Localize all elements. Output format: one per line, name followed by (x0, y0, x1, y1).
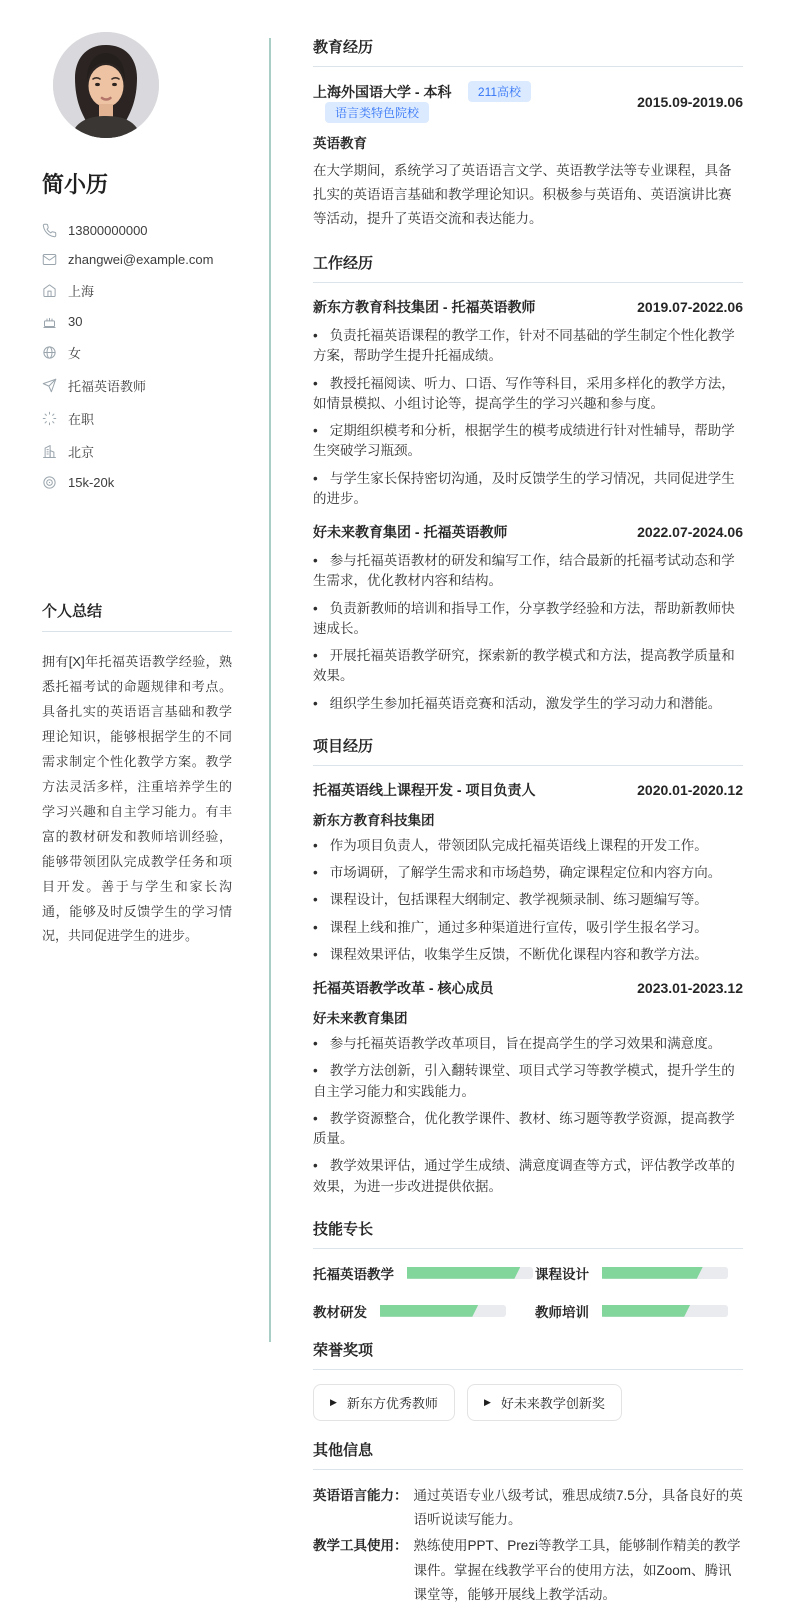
main-content (270, 0, 794, 1602)
contact-value: 女 (68, 346, 82, 361)
project-bullet: • 作为项目负责人，带领团队完成托福英语线上课程的开发工作。 (313, 836, 743, 856)
education-school: 上海外国语大学 - 本科 (313, 84, 452, 100)
other-label: 教学工具使用： (313, 1538, 408, 1554)
work-bullet: • 与学生家长保持密切沟通，及时反馈学生的学习情况，共同促进学生的进步。 (313, 469, 743, 510)
contact-status (42, 409, 232, 428)
education-description: 在大学期间，系统学习了英语语言文学、英语教学法等专业课程，具备扎实的英语语言基础和教学理论知识。积极参与英语角、英语演讲比赛等活动，提升了英语交流和表达能力。 (313, 163, 732, 227)
skill-item (535, 1263, 743, 1283)
project-bullet: • 参与托福英语教学改革项目，旨在提高学生的学习效果和满意度。 (313, 1034, 743, 1054)
contact-list (42, 223, 232, 490)
section-skills (313, 1218, 743, 1321)
work-bullet: • 参与托福英语教材的研发和编写工作，结合最新的托福考试动态和学生需求，优化教材内容和结构。 (313, 551, 743, 592)
project-date: 2023.01-2023.12 (637, 980, 743, 997)
contact-value: 北京 (68, 445, 95, 460)
project-bullet: • 教学效果评估，通过学生成绩、满意度调查等方式，评估教学改革的效果，为进一步改进提供依据。 (313, 1156, 743, 1197)
other-item (313, 1484, 743, 1533)
project-entry (313, 780, 743, 965)
contact-value: 15k-20k (68, 475, 115, 490)
education-tag: 211高校 (468, 81, 531, 102)
work-entry (313, 522, 743, 714)
project-title: 托福英语线上课程开发 - 项目负责人 (313, 781, 536, 798)
skills-grid (313, 1263, 743, 1321)
skill-fill (407, 1267, 520, 1279)
other-label: 英语语言能力： (313, 1487, 408, 1503)
section-title: 教育经历 (313, 36, 743, 67)
honor-label: 好未来教学创新奖 (500, 1395, 605, 1411)
education-date: 2015.09-2019.06 (637, 94, 743, 110)
contact-value: 托福英语教师 (68, 379, 147, 394)
summary-section (42, 600, 232, 949)
status-icon (42, 411, 57, 426)
work-title: 好未来教育集团 - 托福英语教师 (313, 524, 508, 541)
project-bullet: • 课程效果评估，收集学生反馈，不断优化课程内容和教学方法。 (313, 945, 743, 965)
work-bullet: • 负责托福英语课程的教学工作，针对不同基础的学生制定个性化教学方案，帮助学生提升托福成绩。 (313, 326, 743, 367)
section-title: 技能专长 (313, 1218, 743, 1249)
contact-value: 13800000000 (68, 223, 148, 238)
avatar-portrait-icon (53, 32, 159, 138)
contact-value: 在职 (68, 412, 95, 427)
skill-bar (407, 1267, 533, 1279)
sidebar-divider (269, 38, 271, 1342)
skill-label: 教材研发 (313, 1304, 367, 1320)
skill-label: 托福英语教学 (313, 1266, 394, 1282)
skill-fill (380, 1305, 478, 1317)
work-date: 2022.07-2024.06 (637, 524, 743, 541)
contact-salary (42, 475, 232, 490)
salary-icon (42, 475, 57, 490)
project-org: 新东方教育科技集团 (313, 812, 435, 828)
candidate-name: 简小历 (42, 172, 109, 197)
skill-item (535, 1301, 743, 1321)
section-education (313, 36, 743, 231)
skill-fill (602, 1267, 703, 1279)
contact-value: 上海 (68, 284, 95, 299)
project-bullet: • 市场调研，了解学生需求和市场趋势，确定课程定位和内容方向。 (313, 863, 743, 883)
section-title: 工作经历 (313, 252, 743, 283)
section-projects (313, 735, 743, 1197)
contact-email (42, 252, 232, 267)
honor-list (313, 1384, 743, 1421)
section-title: 项目经历 (313, 735, 743, 766)
play-icon: ▶ (330, 1396, 337, 1407)
other-text: 通过英语专业八级考试，雅思成绩7.5分，具备良好的英语听说读写能力。 (413, 1487, 743, 1528)
skill-bar (602, 1267, 728, 1279)
skill-bar (380, 1305, 506, 1317)
skill-item (313, 1263, 535, 1283)
contact-location (42, 281, 232, 300)
sidebar (0, 0, 270, 1378)
summary-title: 个人总结 (42, 600, 232, 632)
other-text: 熟练使用PPT、Prezi等教学工具，能够制作精美的教学课件。掌握在线教学平台的使用方法，如Zoom、腾讯课堂等，能够开展线上教学活动。 (413, 1538, 741, 1602)
contact-gender (42, 343, 232, 362)
project-title: 托福英语教学改革 - 核心成员 (313, 980, 494, 997)
home-icon (42, 283, 57, 298)
work-bullet: • 负责新教师的培训和指导工作，分享教学经验和方法，帮助新教师快速成长。 (313, 599, 743, 640)
skill-label: 教师培训 (535, 1304, 589, 1320)
play-icon: ▶ (483, 1396, 491, 1407)
project-date: 2020.01-2020.12 (637, 781, 743, 798)
honor-item-button[interactable] (313, 1384, 455, 1421)
education-major: 英语教育 (313, 136, 367, 151)
section-title: 荣誉奖项 (313, 1339, 743, 1370)
project-bullet: • 课程设计，包括课程大纲制定、教学视频录制、练习题编写等。 (313, 890, 743, 910)
contact-value: zhangwei@example.com (68, 252, 214, 267)
contact-position (42, 376, 232, 395)
project-bullet: • 教学资源整合，优化教学课件、教材、练习题等教学资源，提高教学质量。 (313, 1109, 743, 1150)
skill-item (313, 1301, 535, 1321)
work-bullet: • 开展托福英语教学研究，探索新的教学模式和方法，提高教学质量和效果。 (313, 646, 743, 687)
skill-fill (602, 1305, 690, 1317)
work-title: 新东方教育科技集团 - 托福英语教师 (313, 299, 536, 316)
section-other (313, 1439, 743, 1607)
project-bullet: • 课程上线和推广，通过多种渠道进行宣传，吸引学生报名学习。 (313, 918, 743, 938)
summary-text: 拥有[X]年托福英语教学经验，熟悉托福考试的命题规律和考点。具备扎实的英语语言基础和教学理论知识，能够根据学生的不同需求制定个性化教学方案。教学方法灵活多样，注重培养学生的学习兴趣和自主学习能力。有丰富的教材研发和教师培训经验，能够带领团队完成教学任务和项目开发。善于与学生和家长沟通，能够及时反馈学生的学习情况，共同促进学生的进步。 (42, 654, 232, 944)
other-item (313, 1534, 743, 1607)
education-entry (313, 81, 743, 231)
work-date: 2019.07-2022.06 (637, 299, 743, 316)
contact-value: 30 (68, 314, 83, 329)
section-title: 其他信息 (313, 1439, 743, 1470)
education-tag: 语言类特色院校 (325, 102, 429, 123)
work-bullet: • 教授托福阅读、听力、口语、写作等科目，采用多样化的教学方法，如情景模拟、小组讨论等，提高学生的学习兴趣和参与度。 (313, 374, 743, 415)
project-entry (313, 978, 743, 1197)
skill-bar (602, 1305, 728, 1317)
work-bullet: • 定期组织模考和分析，根据学生的模考成绩进行针对性辅导，帮助学生突破学习瓶颈。 (313, 421, 743, 462)
position-icon (42, 378, 57, 393)
section-honors (313, 1339, 743, 1421)
city-icon (42, 444, 57, 459)
honor-item-button[interactable] (467, 1384, 622, 1421)
contact-phone (42, 223, 232, 238)
work-entry (313, 297, 743, 509)
phone-icon (42, 223, 57, 238)
section-work (313, 252, 743, 714)
mail-icon (42, 252, 57, 267)
work-bullet: • 组织学生参加托福英语竞赛和活动，激发学生的学习动力和潜能。 (313, 694, 743, 714)
gender-icon (42, 345, 57, 360)
project-org: 好未来教育集团 (313, 1011, 408, 1027)
contact-age (42, 314, 232, 329)
project-bullet: • 教学方法创新，引入翻转课堂、项目式学习等教学模式，提升学生的自主学习能力和实践能力。 (313, 1061, 743, 1102)
avatar (53, 32, 159, 138)
age-icon (42, 314, 57, 329)
honor-label: 新东方优秀教师 (346, 1395, 438, 1411)
contact-city (42, 442, 232, 461)
skill-label: 课程设计 (535, 1266, 589, 1282)
